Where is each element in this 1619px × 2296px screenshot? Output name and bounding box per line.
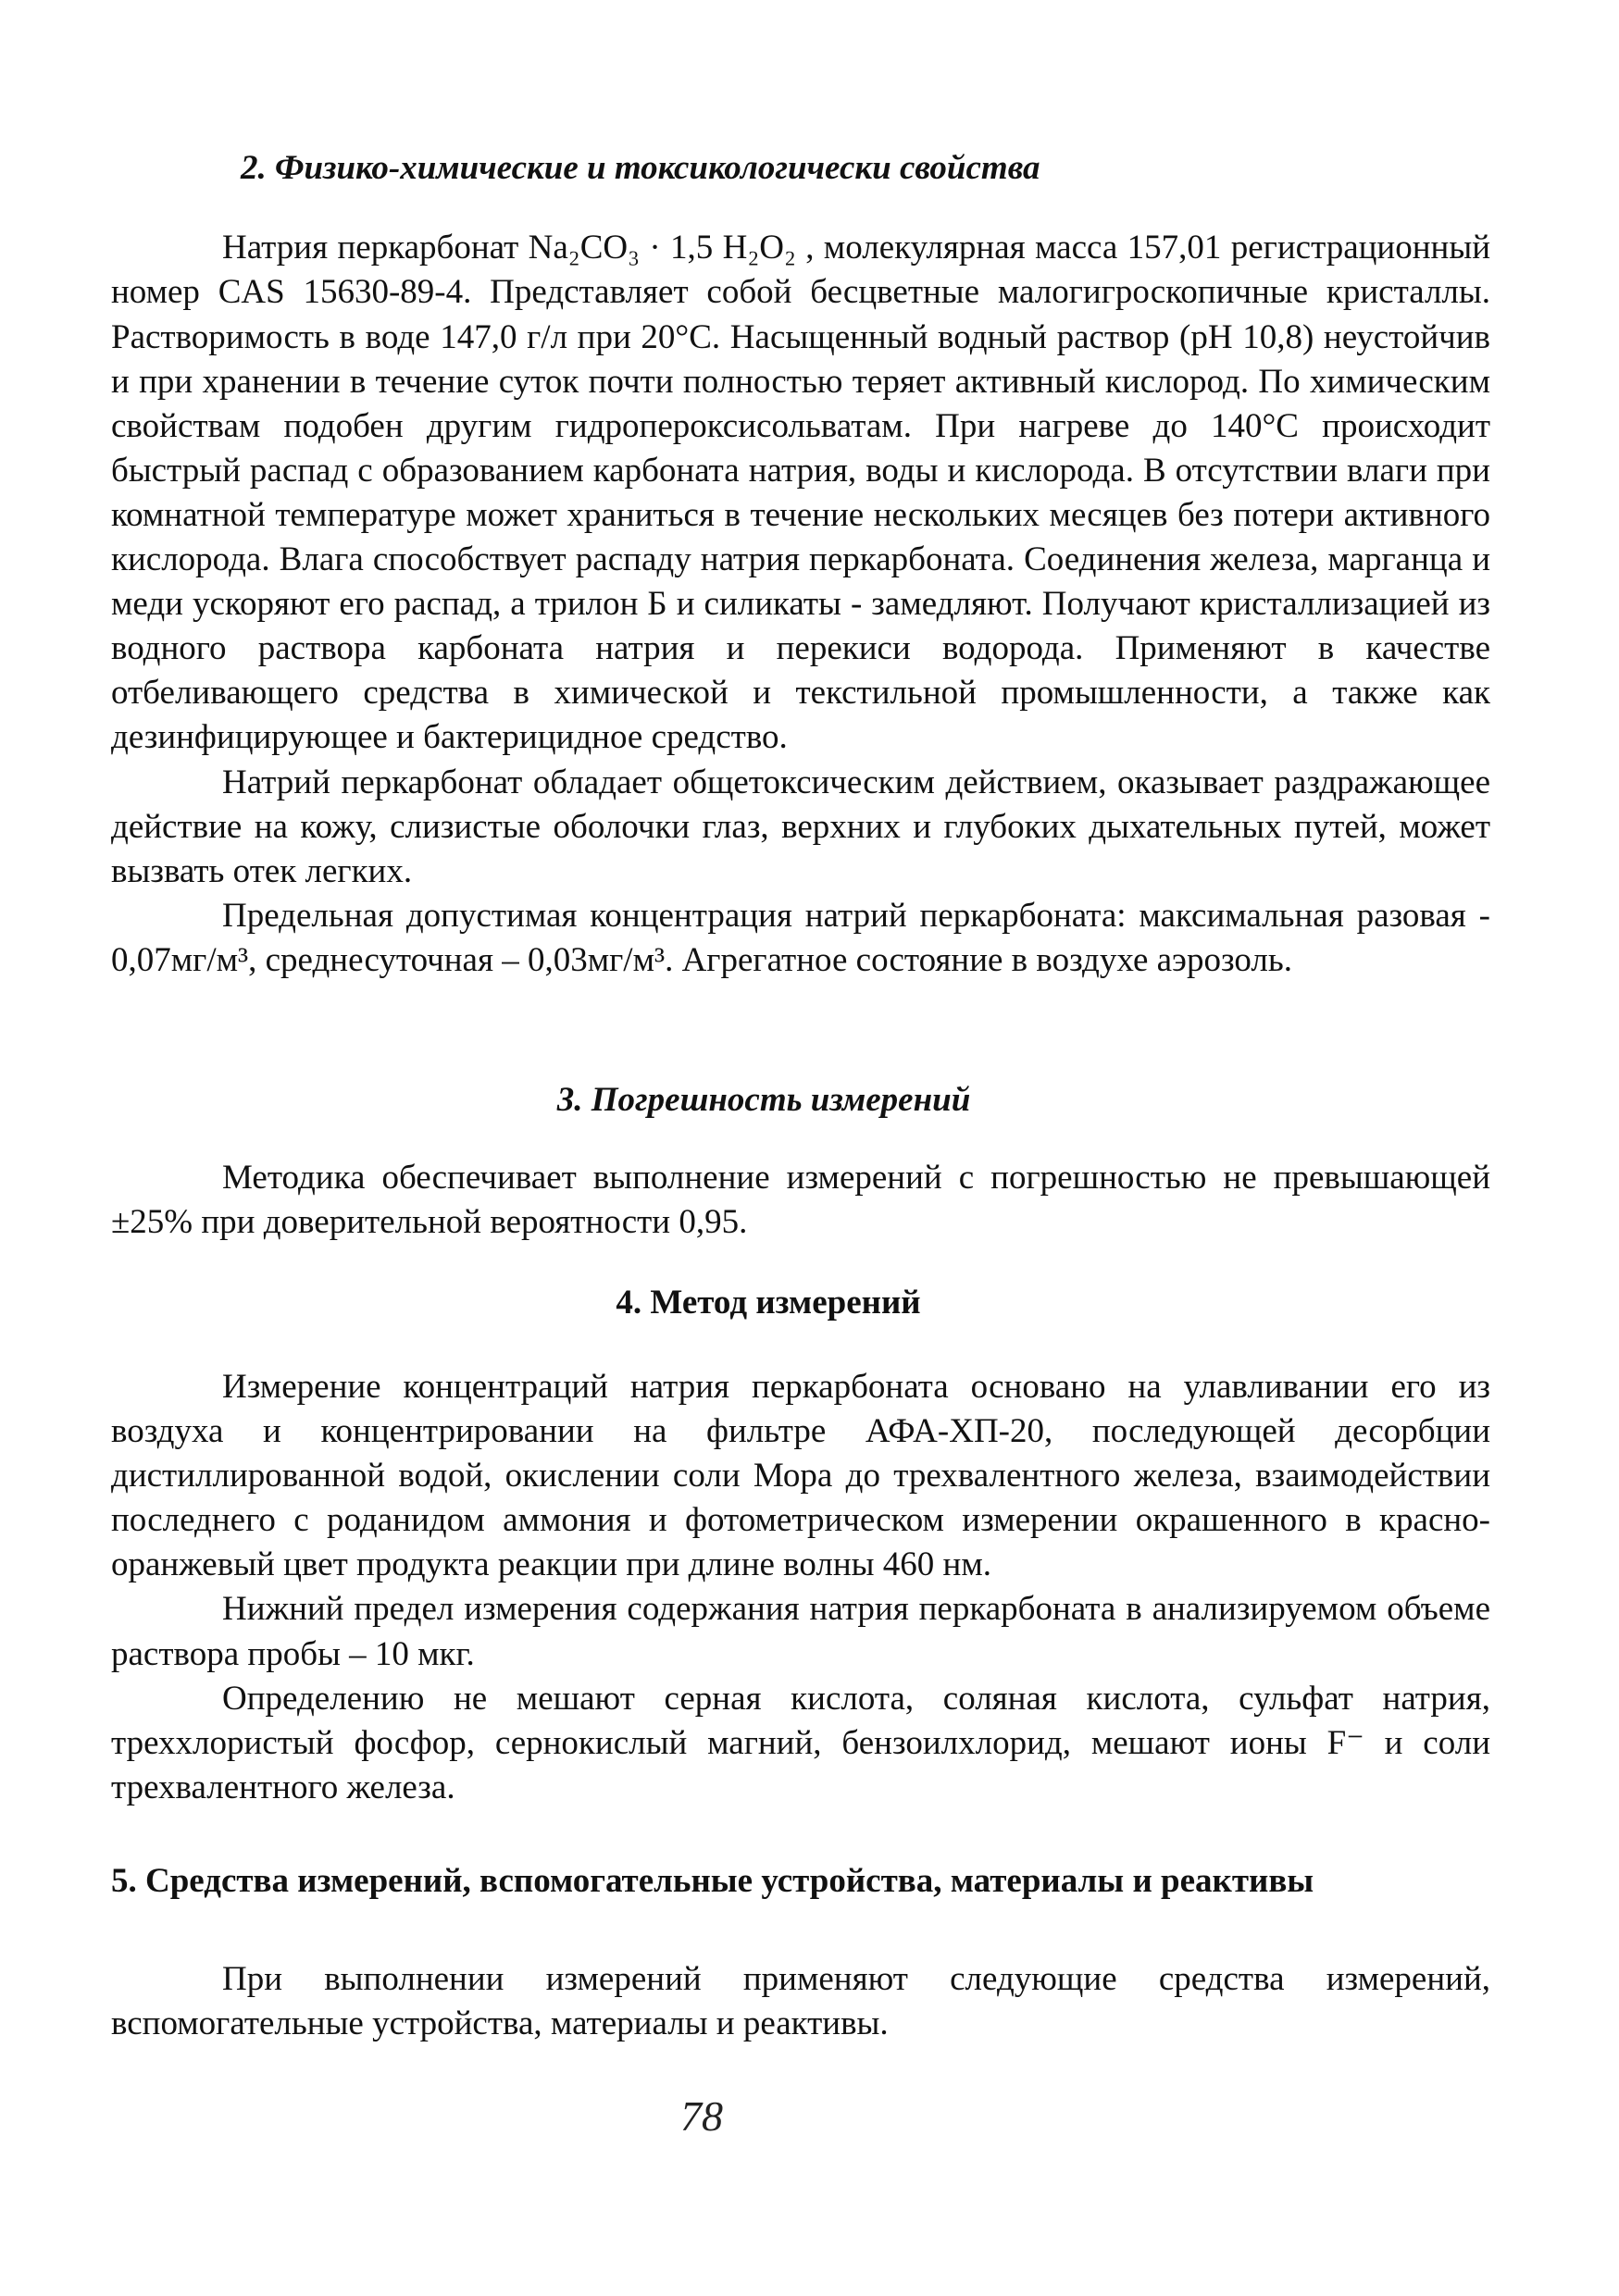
page-number: 78 [680, 2092, 723, 2140]
section-4-heading: 4. Метод измерений [616, 1283, 921, 1322]
section-4-paragraph-2: Нижний предел измерения содержания натрия перкарбоната в анализируемом объеме раствора пробы – 10 мкг. [111, 1590, 1490, 1673]
section-2-paragraph-2: Натрий перкарбонат обладает общетоксическим действием, оказывает раздражающее действие на кожу, слизистые оболочки глаз, верхних и глубоких дыхательных путей, может вызвать отек легких. [111, 763, 1490, 890]
section-3-heading: 3. Погрешность измерений [556, 1080, 971, 1119]
section-2-paragraph-1: Натрия перкарбонат Na₂CO₃ · 1,5 H₂O₂ , молекулярная масса 157,01 регистрационный номер CAS 15630-89-4. Представляет собой бесцветные малогигроскопичные кристаллы. Растворимость в воде 147,0 г/л при 20°С. Насыщенный водный раствор (рН 10,8) неустойчив и при хранении в течение суток почти полностью теряет активный кислород. По химическим свойствам подобен другим гидропероксисольватам. При нагреве до 140°С происходит быстрый распад с образованием карбоната натрия, воды и кислорода. В отсутствии влаги при комнатной температуре может храниться в течение нескольких месяцев без потери активного кислорода. Влага способствует распаду натрия перкарбоната. Соединения железа, марганца и меди ускоряют его распад, а трилон Б и силикаты - замедляют. Получают кристаллизацией из водного раствора карбоната натрия и перекиси водорода. Применяют в качестве отбеливающего средства в химической и текстильной промышленности, а также как дезинфицирующее и бактерицидное средство. [111, 229, 1490, 757]
section-5-paragraph-1: При выполнении измерений применяют следующие средства измерений, вспомогательные устройства, материалы и реактивы. [111, 1960, 1490, 2043]
document-body [111, 148, 1490, 2046]
section-4-paragraph-3: Определению не мешают серная кислота, соляная кислота, сульфат натрия, треххлористый фосфор, сернокислый магний, бензоилхлорид, мешают ионы F⁻ и соли трехвалентного железа. [111, 1679, 1490, 1806]
section-4-paragraph-1: Измерение концентраций натрия перкарбоната основано на улавливании его из воздуха и концентрировании на фильтре АФА-ХП-20, последующей десорбции дистиллированной водой, окислении соли Мора до трехвалентного железа, взаимодействии последнего с роданидом аммония и фотометрическом измерении окрашенного в красно-оранжевый цвет продукта реакции при длине волны 460 нм. [111, 1367, 1490, 1584]
section-2-paragraph-3: Предельная допустимая концентрация натрий перкарбоната: максимальная разовая - 0,07мг/м³, среднесуточная – 0,03мг/м³. Агрегатное состояние в воздухе аэрозоль. [111, 896, 1490, 979]
section-5-heading: 5. Средства измерений, вспомогательные устройства, материалы и реактивы [111, 1861, 1314, 1900]
section-2-heading: 2. Физико-химические и токсикологически свойства [241, 149, 1040, 187]
section-3-paragraph-1: Методика обеспечивает выполнение измерений с погрешностью не превышающей ±25% при доверительной вероятности 0,95. [111, 1159, 1490, 1242]
